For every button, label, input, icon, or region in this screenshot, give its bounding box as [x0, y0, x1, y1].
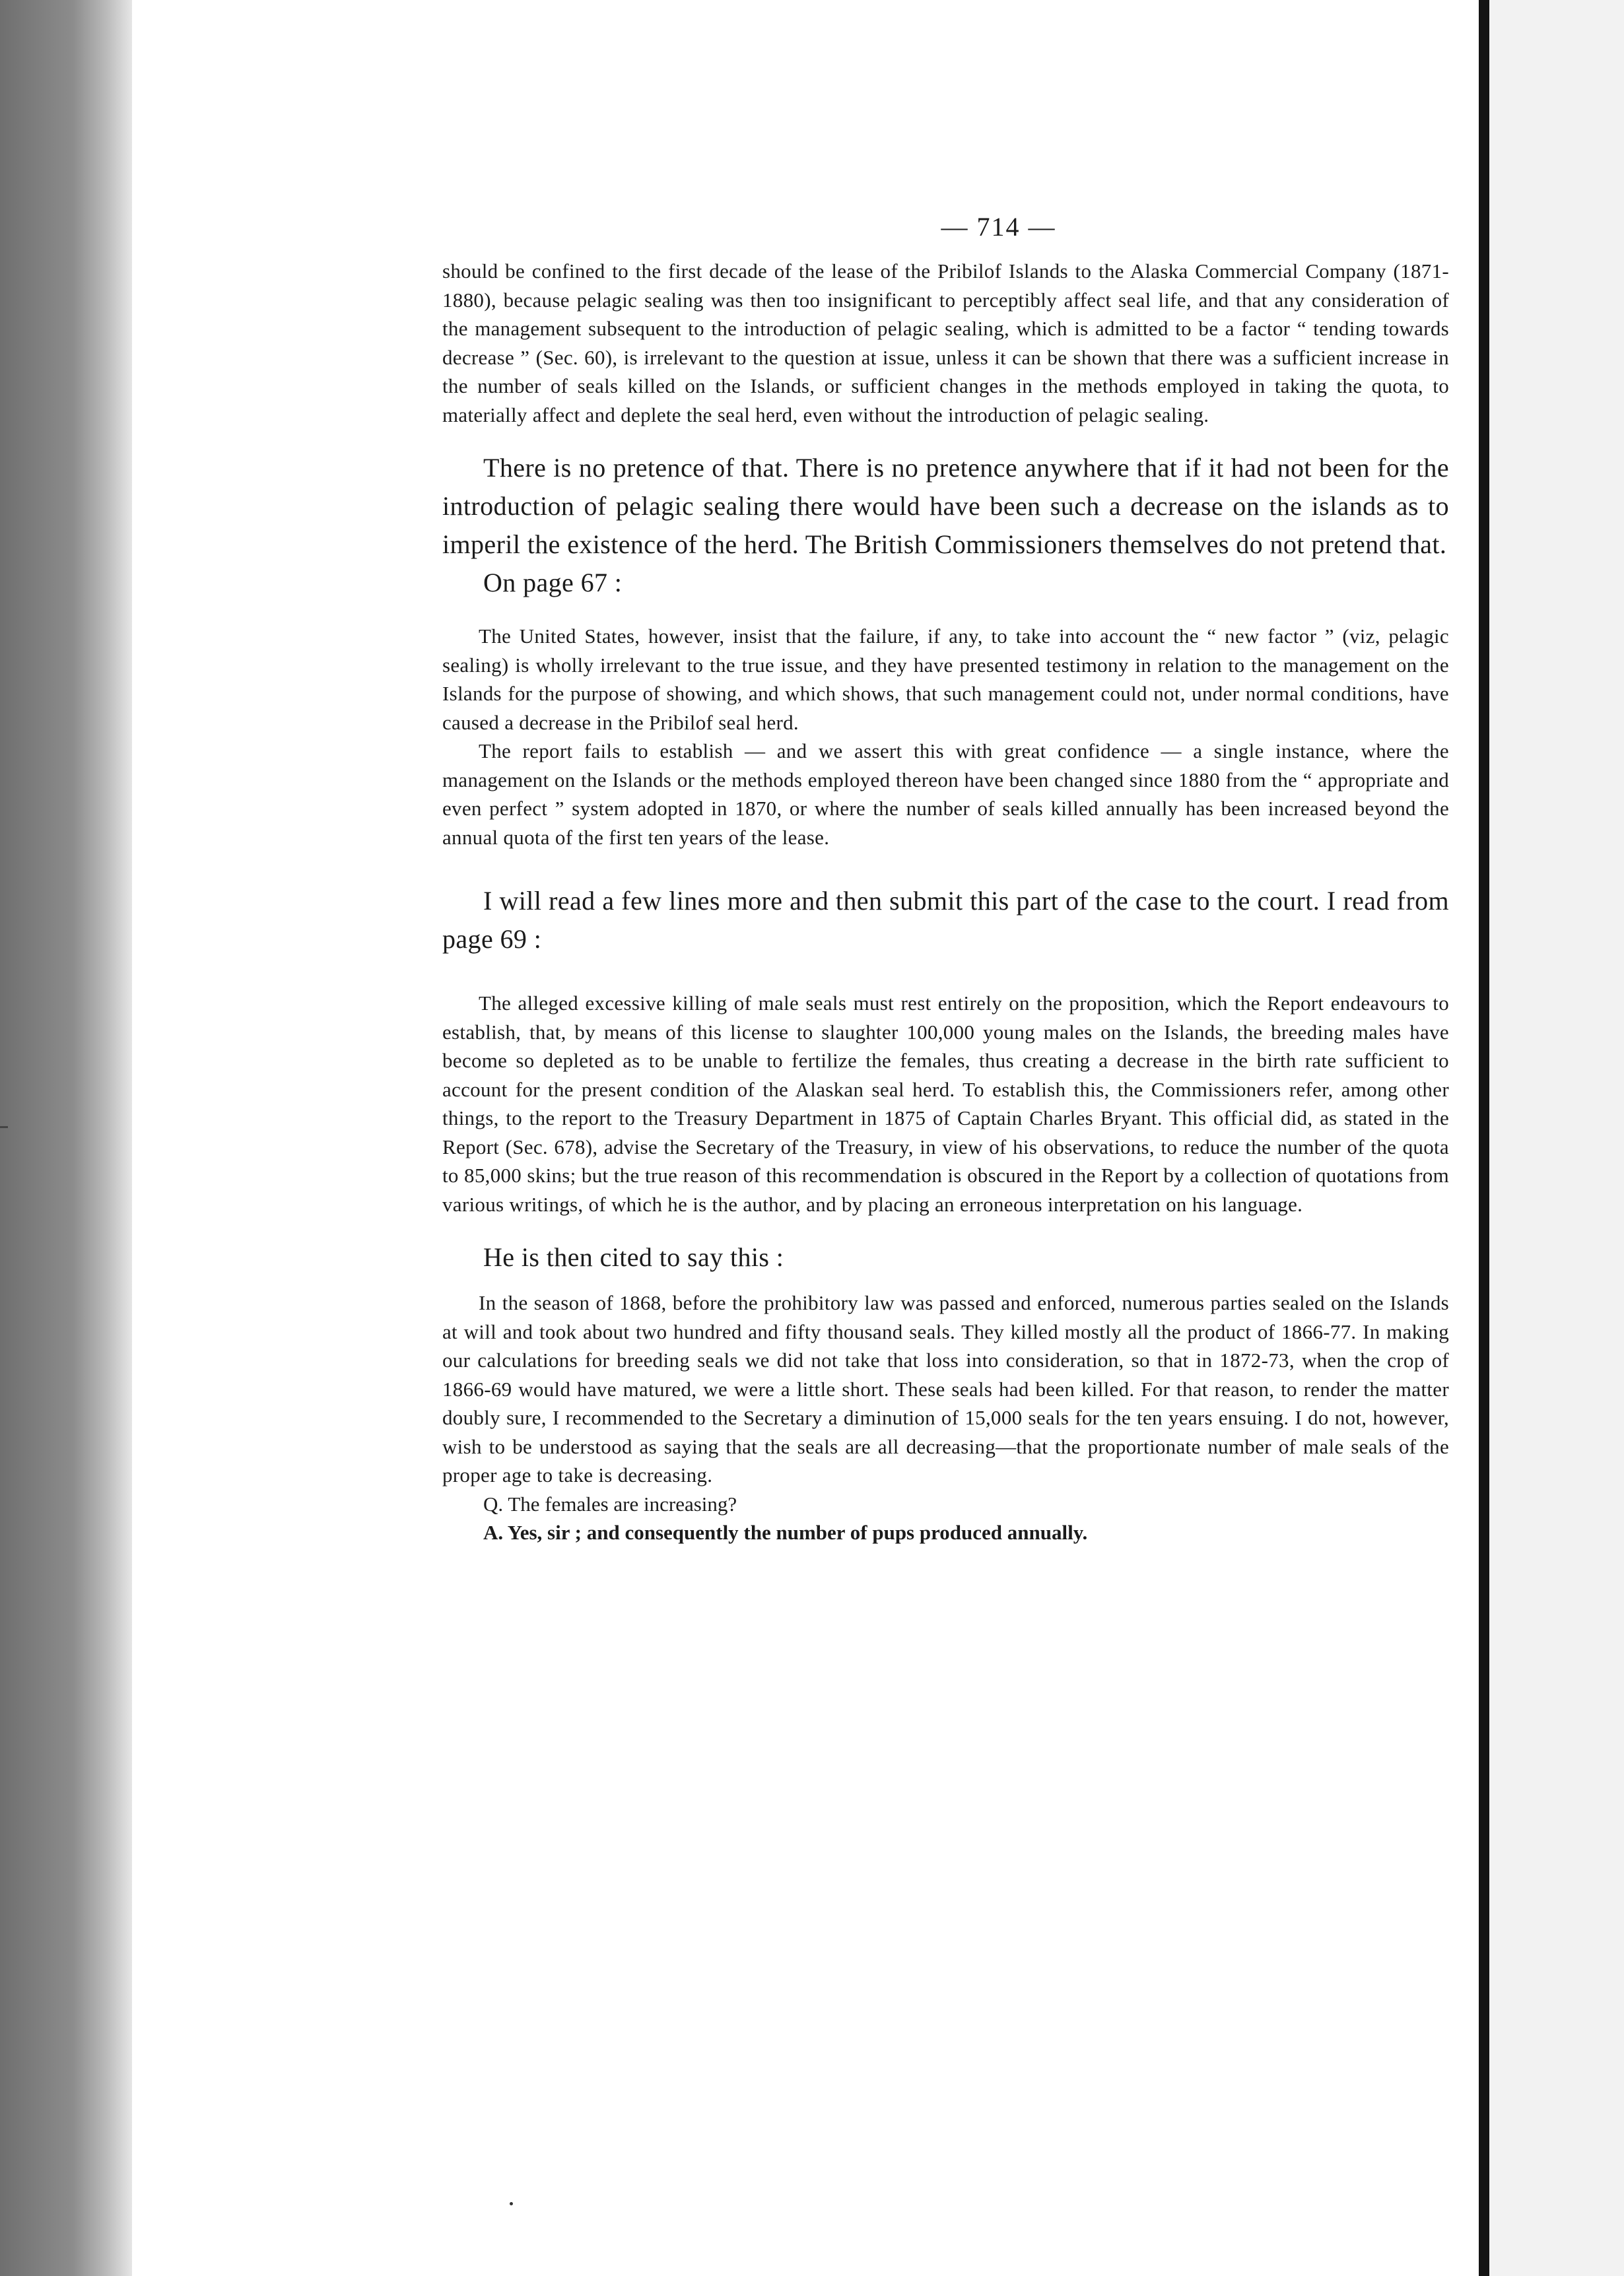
quoted-testimony: In the season of 1868, before the prohibitory law was passed and enforced, numerous parties sealed on the Islands at will and took about two hundred and fifty thousand seals. They killed mostly all the product of 1866-77. In making our calculations for breeding seals we did not take that loss into consideration, so that in 1872-73, when the crop of 1866-69 would have matured, we were a little short. These seals had been killed. For that reason, to render the matter doubly sure, I recommended to the Secretary a diminution of 15,000 seals for the ten years ensuing. I do not, however, wish to be understood as saying that the seals are all decreasing—that the proportionate number of male seals of the proper age to take is decreasing. [442, 1291, 1449, 1487]
page-content [442, 211, 1449, 1547]
quoted-paragraph-1: should be confined to the first decade of the lease of the Pribilof Islands to the Alaska Commercial Company (1871-1880), because pelagic sealing was then too insignificant to perceptibly affect seal life, and that any consideration of the management subsequent to the introduction of pelagic sealing, which is admitted to be a factor “ tending towards decrease ” (Sec. 60), is irrelevant to the question at issue, unless it can be shown that there was a sufficient increase in the number of seals killed on the Islands, or sufficient changes in the methods employed in taking the quota, to materially affect and deplete the seal herd, even without the introduction of pelagic sealing. [442, 259, 1449, 426]
quoted-paragraph-4: The alleged excessive killing of male seals must rest entirely on the proposition, which the Report endeavours to establish, that, by means of this license to slaughter 100,000 young males on the Islands, the breeding males have become so depleted as to be unable to fertilize the females, thus creating a decrease in the birth rate sufficient to account for the present condition of the Alaskan seal herd. To establish this, the Commissioners refer, among other things, to the report to the Treasury Department in 1875 of Captain Charles Bryant. This official did, as stated in the Report (Sec. 678), advise the Secretary of the Treasury, in view of his observations, to reduce the number of the quota to 85,000 skins; but the true reason of this recommendation is obscured in the Report by a collection of quotations from various writings, of which he is the author, and by placing an erroneous interpretation on his language. [442, 991, 1449, 1216]
speech-paragraph-3: He is then cited to say this : [483, 1242, 784, 1272]
speech-paragraph-2: I will read a few lines more and then submit this part of the case to the court. I read from page 69 : [442, 886, 1449, 954]
facing-page-edge [1489, 0, 1624, 2276]
document-page [132, 0, 1479, 2276]
testimony-question: Q. The females are increasing? [483, 1492, 737, 1516]
scan-speck [510, 2202, 513, 2205]
quoted-paragraph-2: The United States, however, insist that the failure, if any, to take into account the “ new factor ” (viz, pelagic sealing) is wholly irrelevant to the true issue, and they have presented testimony in relation to the management on the Islands for the purpose of showing, and which shows, that such management could not, under normal conditions, have caused a decrease in the Pribilof seal herd. [442, 624, 1449, 734]
scan-edge-mark [0, 1126, 8, 1128]
scan-left-margin [0, 0, 132, 2276]
page-number: — 714 — [941, 212, 1056, 242]
page-reference-1: On page 67 : [483, 568, 623, 597]
testimony-answer: A. Yes, sir ; and consequently the number of pups produced annually. [483, 1521, 1088, 1544]
quoted-paragraph-3: The report fails to establish — and we assert this with great confidence — a single instance, where the management on the Islands or the methods employed thereon have been changed since 1880 from the “ appropriate and even perfect ” system adopted in 1870, or where the number of seals killed annually has been increased beyond the annual quota of the first ten years of the lease. [442, 739, 1449, 849]
book-gutter [1479, 0, 1489, 2276]
speech-paragraph-1: There is no pretence of that. There is no pretence anywhere that if it had not been for the introduction of pelagic sealing there would have been such a decrease on the islands as to imperil the existence of the herd. The British Commissioners themselves do not pretend that. [442, 453, 1449, 559]
